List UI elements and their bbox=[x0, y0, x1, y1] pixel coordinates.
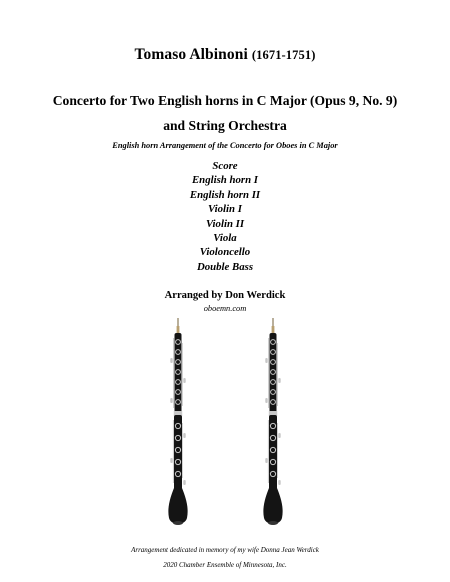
part-item: Violin I bbox=[208, 203, 242, 216]
part-item: Score bbox=[212, 160, 238, 172]
arranger-credit: Arranged by Don Werdick bbox=[164, 290, 286, 301]
part-item: English horn II bbox=[189, 188, 261, 201]
copyright-note: 2020 Chamber Ensemble of Minnesota, Inc. bbox=[163, 561, 287, 569]
composer-name: Tomaso Albinoni bbox=[134, 46, 248, 63]
website-link: oboemn.com bbox=[203, 304, 247, 313]
composer-heading bbox=[0, 46, 450, 64]
composer-dates: (1671-1751) bbox=[251, 48, 316, 62]
part-item: English horn I bbox=[191, 174, 259, 187]
arrangement-subtitle: English horn Arrangement of the Concerto for Oboes in C Major bbox=[112, 141, 338, 150]
english-horn-icon bbox=[258, 318, 288, 528]
part-item: Violin II bbox=[205, 217, 245, 230]
english-horn-icon bbox=[163, 318, 193, 528]
part-item: Double Bass bbox=[196, 260, 254, 273]
part-item: Viola bbox=[213, 232, 237, 245]
title-line-2: and String Orchestra bbox=[163, 118, 287, 133]
parts-list bbox=[0, 159, 450, 274]
title-line-1: Concerto for Two English horns in C Major (Opus 9, No. 9) bbox=[52, 93, 398, 108]
dedication-note: Arrangement dedicated in memory of my wife Donna Jean Werdick bbox=[131, 546, 319, 554]
part-item: Violoncello bbox=[199, 246, 251, 259]
